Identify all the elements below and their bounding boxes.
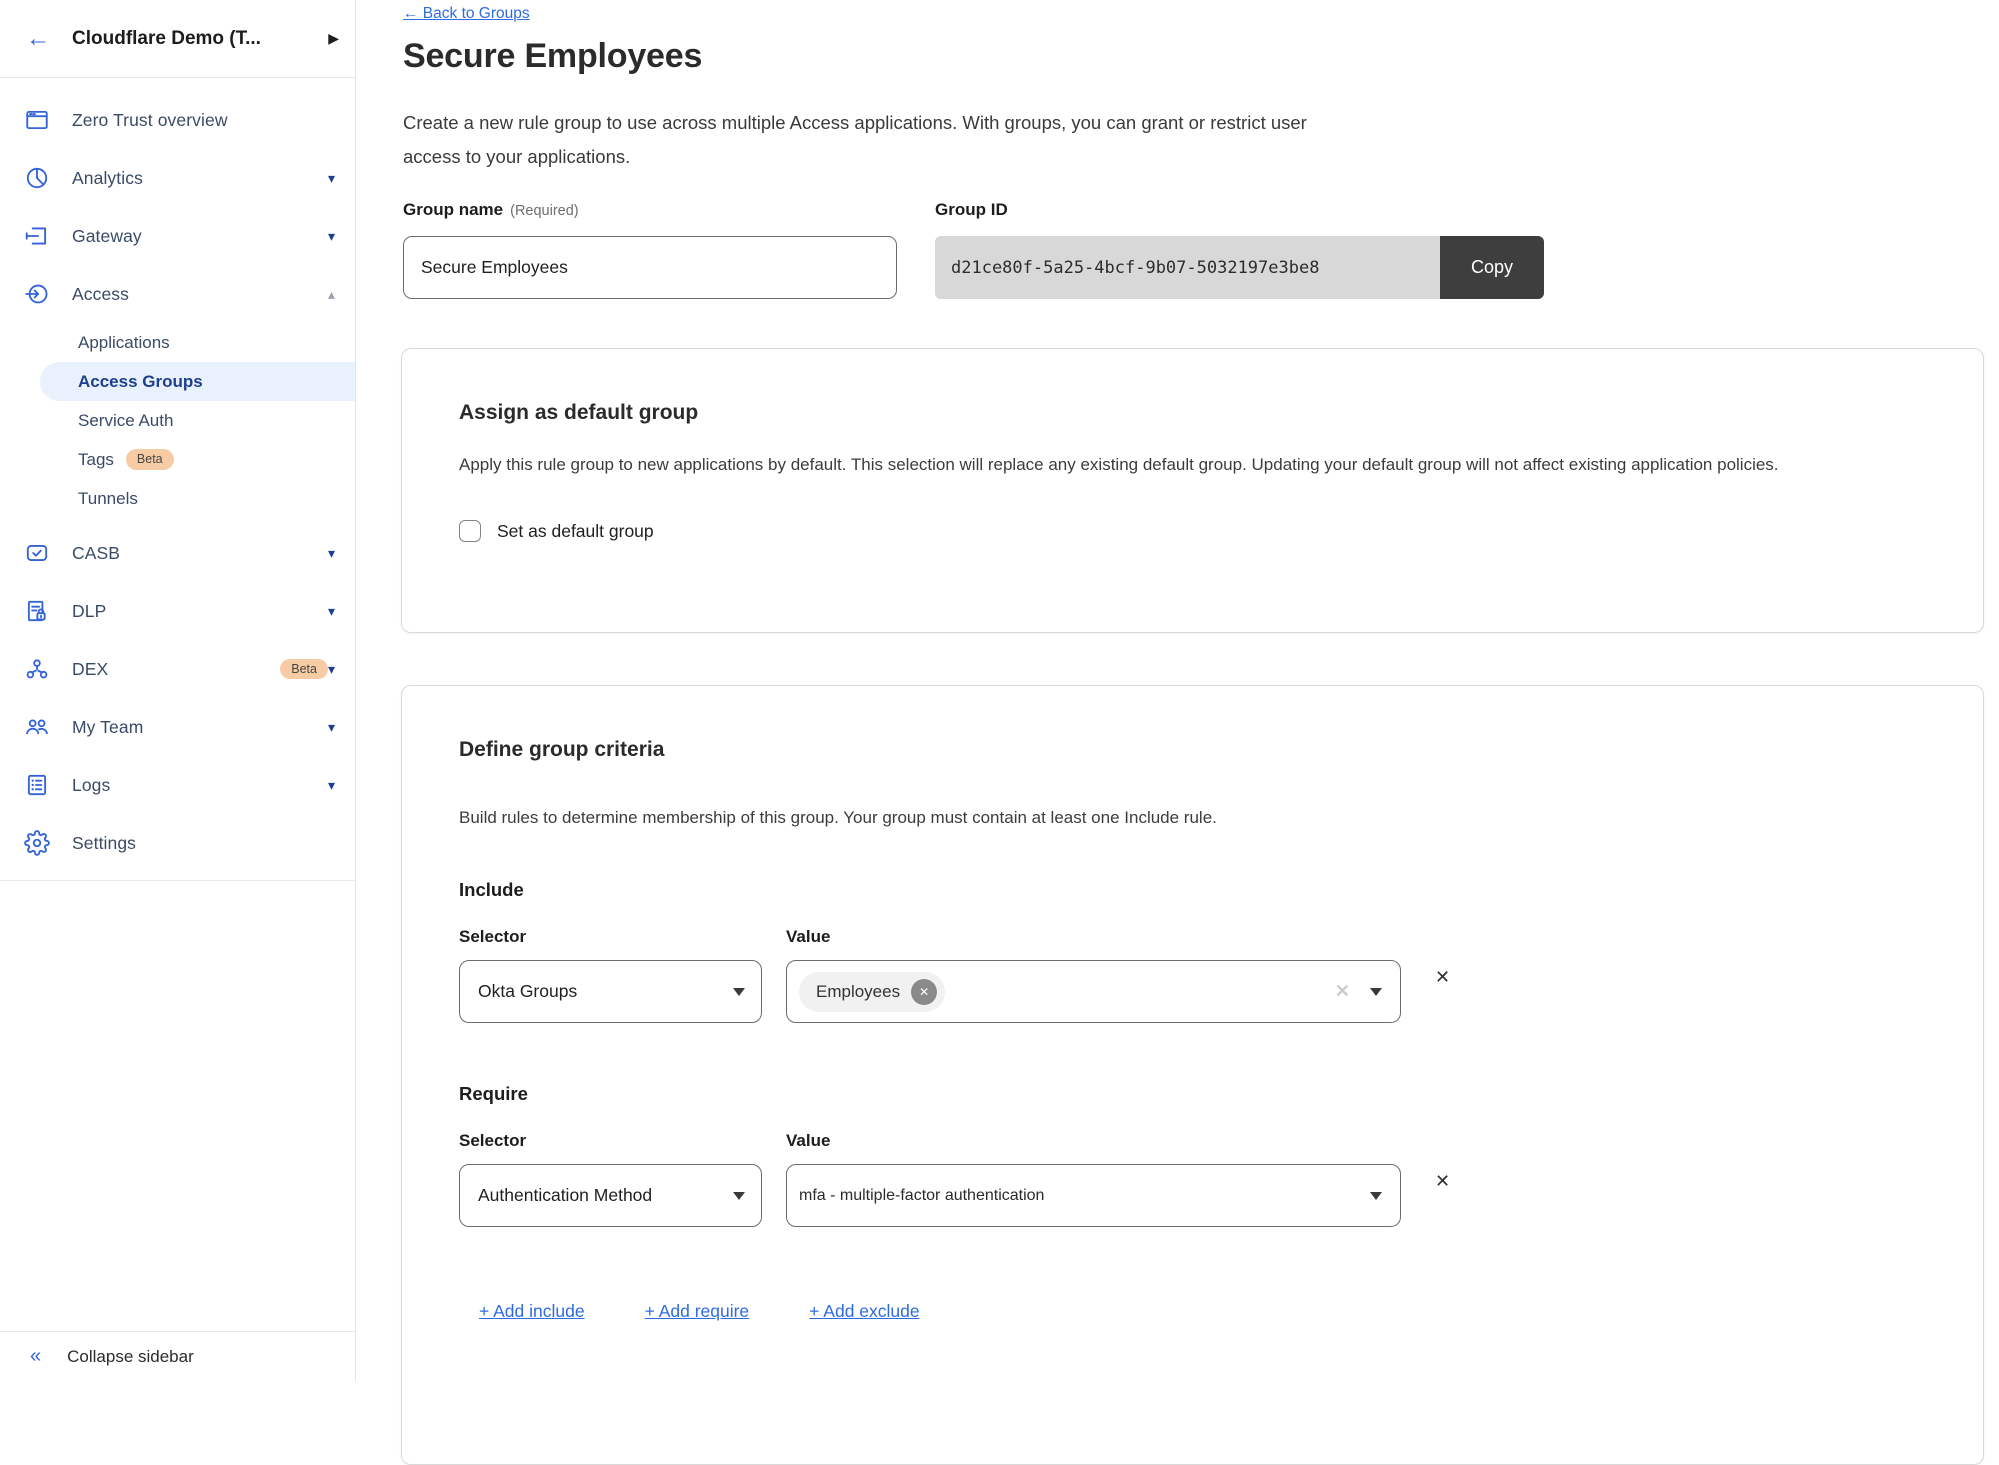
page-title: Secure Employees bbox=[403, 37, 702, 76]
list-document-icon bbox=[24, 772, 50, 798]
require-rule-row bbox=[459, 1164, 1895, 1227]
chevron-down-icon bbox=[733, 1192, 745, 1200]
sidebar-item-access-groups[interactable] bbox=[40, 362, 355, 401]
sidebar-nav bbox=[0, 78, 355, 881]
sidebar-item-label: CASB bbox=[72, 543, 328, 564]
sidebar-item-label: Logs bbox=[72, 775, 328, 796]
sidebar-item-tunnels[interactable] bbox=[0, 479, 355, 518]
collapse-sidebar-button[interactable] bbox=[0, 1331, 355, 1381]
sidebar-item-label: Analytics bbox=[72, 168, 328, 189]
sidebar-item-applications[interactable] bbox=[0, 323, 355, 362]
group-id-value: d21ce80f-5a25-4bcf-9b07-5032197e3be8 bbox=[935, 236, 1440, 299]
include-rule-row bbox=[459, 960, 1895, 1023]
group-id-row bbox=[935, 236, 1544, 299]
chevron-down-icon: ▾ bbox=[328, 546, 335, 560]
value-label: Value bbox=[786, 1131, 830, 1151]
require-value-dropdown[interactable]: mfa - multiple-factor authentication bbox=[786, 1164, 1401, 1227]
chevron-down-icon: ▾ bbox=[328, 171, 335, 185]
employees-chip: Employees ✕ bbox=[799, 972, 945, 1012]
sidebar-item-label: Access Groups bbox=[78, 372, 203, 392]
sidebar-item-zero-trust-overview[interactable] bbox=[0, 91, 355, 149]
chevron-down-icon bbox=[1370, 1192, 1382, 1200]
people-icon bbox=[24, 714, 50, 740]
gateway-icon bbox=[24, 223, 50, 249]
sidebar-item-label: Access bbox=[72, 284, 328, 305]
beta-badge: Beta bbox=[126, 449, 174, 470]
chevron-down-icon: ▾ bbox=[328, 604, 335, 618]
chevron-down-icon bbox=[733, 988, 745, 996]
checkbox-label: Set as default group bbox=[497, 521, 654, 542]
gear-icon bbox=[24, 830, 50, 856]
beta-badge: Beta bbox=[280, 659, 328, 680]
selector-label: Selector bbox=[459, 927, 786, 947]
sidebar-item-casb[interactable] bbox=[0, 524, 355, 582]
sidebar-item-label: Zero Trust overview bbox=[72, 110, 335, 131]
double-chevron-left-icon: « bbox=[30, 1345, 41, 1368]
require-selector-dropdown[interactable]: Authentication Method bbox=[459, 1164, 762, 1227]
remove-include-rule-button[interactable]: ✕ bbox=[1431, 964, 1454, 990]
sidebar-header bbox=[0, 0, 355, 78]
add-require-link[interactable]: + Add require bbox=[645, 1301, 750, 1322]
add-include-link[interactable]: + Add include bbox=[479, 1301, 585, 1322]
sidebar-item-label: Gateway bbox=[72, 226, 328, 247]
sidebar-item-label: DEX bbox=[72, 659, 268, 680]
sidebar-item-my-team[interactable] bbox=[0, 698, 355, 756]
define-group-criteria-card bbox=[401, 685, 1984, 1465]
sidebar-item-access[interactable] bbox=[0, 265, 355, 323]
chevron-down-icon: ▾ bbox=[328, 229, 335, 243]
document-lock-icon bbox=[24, 598, 50, 624]
divider bbox=[0, 880, 355, 881]
value-label: Value bbox=[786, 927, 830, 947]
collapse-sidebar-label: Collapse sidebar bbox=[67, 1347, 194, 1367]
chevron-down-icon: ▾ bbox=[328, 720, 335, 734]
sidebar-item-label: Settings bbox=[72, 833, 335, 854]
card-description: Build rules to determine membership of this group. Your group must contain at least one Include rule. bbox=[459, 802, 1859, 833]
chevron-down-icon bbox=[1370, 988, 1382, 996]
group-id-label: Group ID bbox=[935, 200, 1008, 220]
group-name-input[interactable] bbox=[403, 236, 897, 299]
sidebar-item-label: DLP bbox=[72, 601, 328, 622]
remove-require-rule-button[interactable]: ✕ bbox=[1431, 1168, 1454, 1194]
include-heading: Include bbox=[459, 879, 1895, 901]
card-description: Apply this rule group to new applications by default. This selection will replace any existing default group. Updating your default group will not affect existing application policies. bbox=[459, 449, 1859, 480]
sidebar-item-tags[interactable] bbox=[0, 440, 355, 479]
sidebar-item-dlp[interactable] bbox=[0, 582, 355, 640]
sidebar-item-settings[interactable] bbox=[0, 814, 355, 872]
copy-button[interactable]: Copy bbox=[1440, 236, 1544, 299]
selector-label: Selector bbox=[459, 1131, 786, 1151]
sidebar bbox=[0, 0, 356, 1381]
card-title: Assign as default group bbox=[459, 349, 1895, 425]
access-icon bbox=[24, 281, 50, 307]
chevron-right-icon[interactable]: ▶ bbox=[328, 30, 339, 47]
sidebar-item-label: Service Auth bbox=[78, 411, 173, 431]
sidebar-item-dex[interactable] bbox=[0, 640, 355, 698]
required-hint: (Required) bbox=[510, 203, 579, 219]
include-selector-dropdown[interactable]: Okta Groups bbox=[459, 960, 762, 1023]
clear-values-icon[interactable]: ✕ bbox=[1335, 981, 1350, 1002]
chevron-down-icon: ▾ bbox=[328, 778, 335, 792]
sidebar-item-label: My Team bbox=[72, 717, 328, 738]
page-description: Create a new rule group to use across multiple Access applications. With groups, you can grant or restrict user access to your applications. bbox=[403, 106, 1323, 174]
require-heading: Require bbox=[459, 1083, 1895, 1105]
account-name: Cloudflare Demo (T... bbox=[72, 28, 328, 50]
sidebar-item-analytics[interactable] bbox=[0, 149, 355, 207]
network-nodes-icon bbox=[24, 656, 50, 682]
browser-window-icon bbox=[24, 107, 50, 133]
sidebar-item-label: Tags bbox=[78, 450, 114, 470]
chevron-up-icon: ▴ bbox=[328, 287, 335, 301]
group-name-label: Group name (Required) bbox=[403, 200, 579, 220]
include-value-multiselect[interactable] bbox=[786, 960, 1401, 1023]
assign-default-group-card bbox=[401, 348, 1984, 633]
main-content bbox=[356, 0, 1999, 1381]
sidebar-item-logs[interactable] bbox=[0, 756, 355, 814]
back-arrow-icon[interactable]: ← bbox=[26, 27, 50, 51]
sidebar-item-service-auth[interactable] bbox=[0, 401, 355, 440]
card-title: Define group criteria bbox=[459, 686, 1895, 762]
casb-icon bbox=[24, 540, 50, 566]
default-group-checkbox[interactable] bbox=[459, 520, 481, 542]
chevron-down-icon: ▾ bbox=[328, 662, 335, 676]
sidebar-item-gateway[interactable] bbox=[0, 207, 355, 265]
add-exclude-link[interactable]: + Add exclude bbox=[809, 1301, 919, 1322]
sidebar-item-label: Tunnels bbox=[78, 489, 138, 509]
back-to-groups-link[interactable]: ← Back to Groups bbox=[403, 5, 530, 23]
chip-remove-icon[interactable]: ✕ bbox=[911, 979, 937, 1005]
sidebar-item-label: Applications bbox=[78, 333, 170, 353]
pie-chart-icon bbox=[24, 165, 50, 191]
